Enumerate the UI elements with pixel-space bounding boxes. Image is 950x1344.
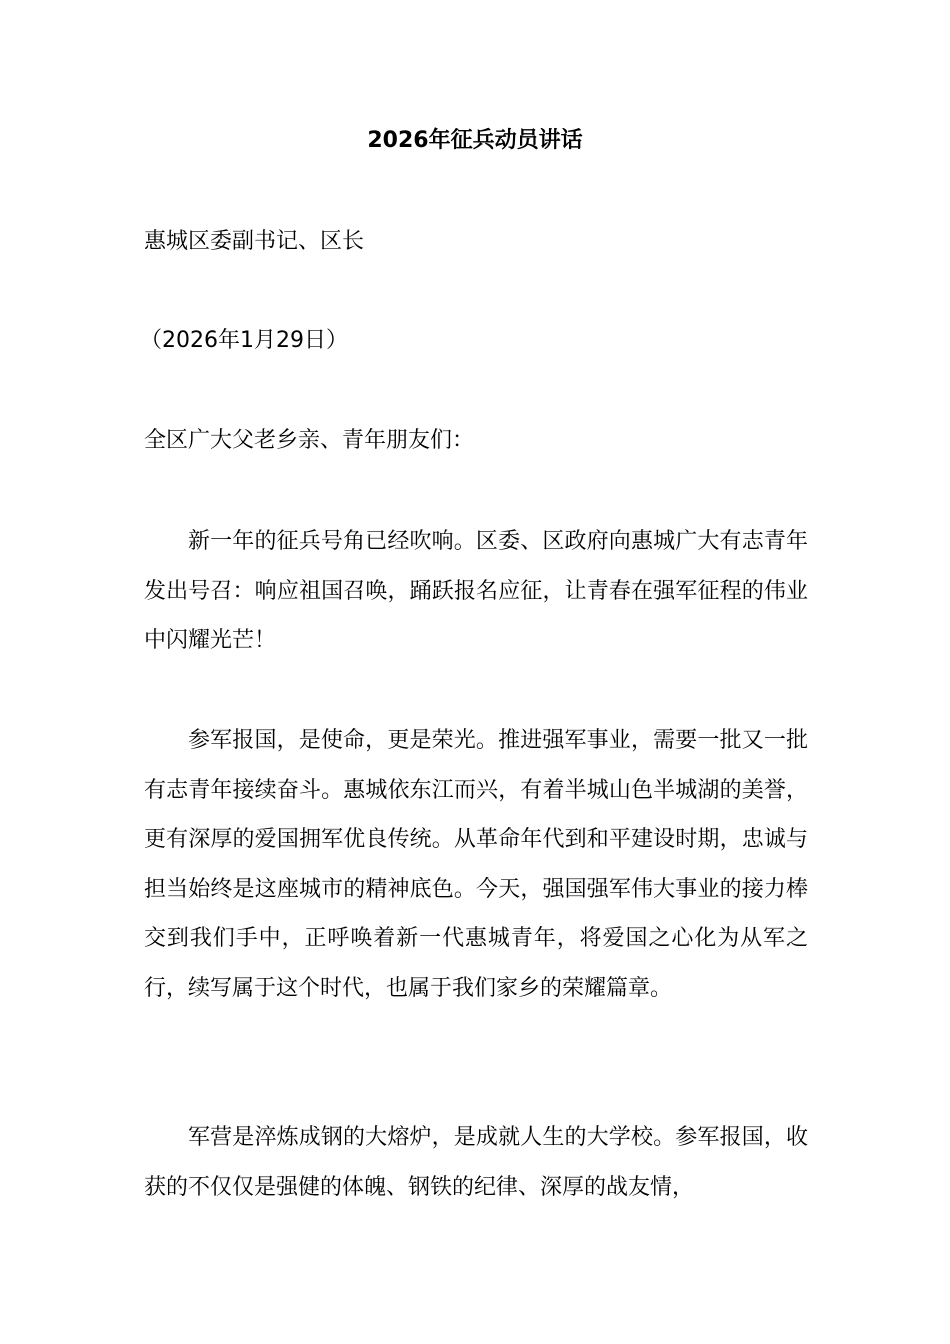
paragraph-1: 新一年的征兵号角已经吹响。区委、区政府向惠城广大有志青年发出号召：响应祖国召唤，踊跃报名应征，让青春在强军征程的伟业中闪耀光芒！ [144, 529, 808, 653]
author-line: 惠城区委副书记、区长 [144, 229, 365, 254]
document-title: 2026年征兵动员讲话 [367, 128, 583, 153]
date-line: （2026年1月29日） [140, 328, 348, 353]
paragraph-3: 军营是淬炼成钢的大熔炉，是成就人生的大学校。参军报国，收获的不仅仅是强健的体魄、钢铁的纪律、深厚的战友情， [144, 1125, 808, 1200]
paragraph-2: 参军报国，是使命，更是荣光。推进强军事业，需要一批又一批有志青年接续奋斗。惠城依东江而兴，有着半城山色半城湖的美誉，更有深厚的爱国拥军优良传统。从革命年代到和平建设时期，忠诚与担当始终是这座城市的精神底色。今天，强国强军伟大事业的接力棒交到我们手中，正呼唤着新一代惠城青年，将爱国之心化为从军之行，续写属于这个时代，也属于我们家乡的荣耀篇章。 [144, 728, 808, 1001]
salutation: 全区广大父老乡亲、青年朋友们： [144, 428, 475, 453]
